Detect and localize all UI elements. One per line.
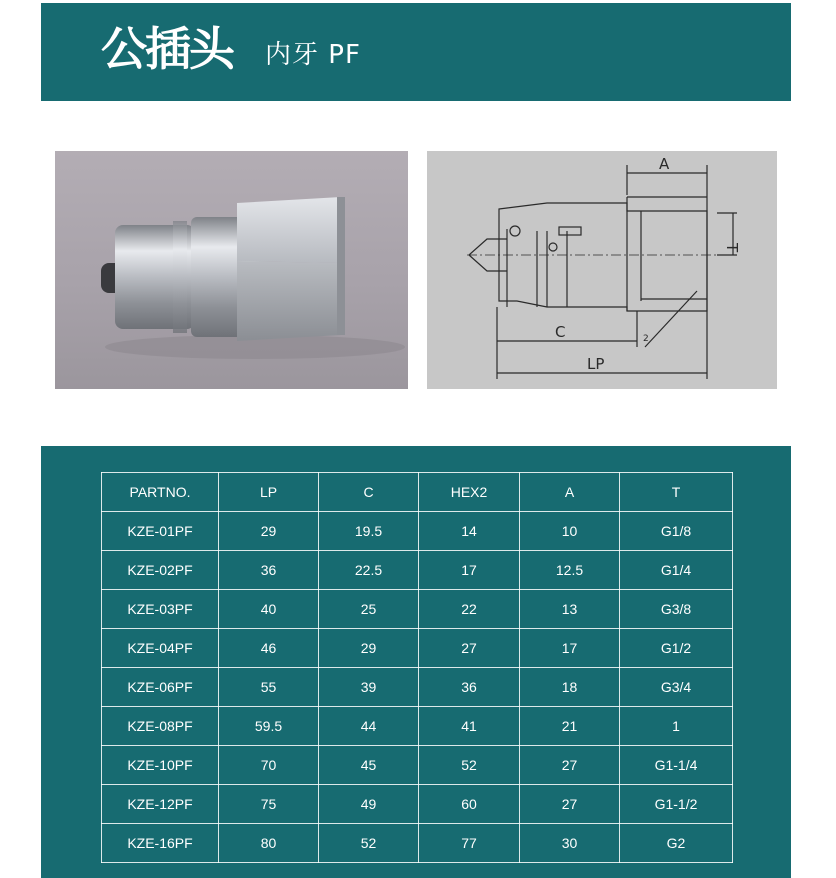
table-cell: G1-1/4	[620, 746, 733, 785]
column-header: A	[520, 473, 620, 512]
table-row	[102, 707, 733, 746]
table-cell: 44	[319, 707, 419, 746]
table-cell: KZE-16PF	[102, 824, 219, 863]
table-header-row	[102, 473, 733, 512]
table-row	[102, 785, 733, 824]
table-cell: 52	[319, 824, 419, 863]
table-cell: 80	[219, 824, 319, 863]
column-header: LP	[219, 473, 319, 512]
coupler-photo-illustration	[55, 151, 408, 389]
table-cell: KZE-08PF	[102, 707, 219, 746]
table-cell: 40	[219, 590, 319, 629]
table-row	[102, 746, 733, 785]
table-cell: 41	[419, 707, 520, 746]
table-cell: 52	[419, 746, 520, 785]
table-cell: G1/8	[620, 512, 733, 551]
table-cell: 18	[520, 668, 620, 707]
table-cell: KZE-10PF	[102, 746, 219, 785]
table-cell: G3/4	[620, 668, 733, 707]
table-cell: G1-1/2	[620, 785, 733, 824]
column-header: HEX2	[419, 473, 520, 512]
spec-panel	[41, 446, 791, 878]
table-cell: 17	[419, 551, 520, 590]
table-cell: KZE-12PF	[102, 785, 219, 824]
table-cell: 14	[419, 512, 520, 551]
column-header: T	[620, 473, 733, 512]
table-cell: KZE-06PF	[102, 668, 219, 707]
table-cell: 59.5	[219, 707, 319, 746]
table-cell: 70	[219, 746, 319, 785]
table-cell: G1/2	[620, 629, 733, 668]
table-cell: 46	[219, 629, 319, 668]
table-cell: 36	[219, 551, 319, 590]
table-cell: KZE-03PF	[102, 590, 219, 629]
table-cell: 10	[520, 512, 620, 551]
dimension-label-a: A	[659, 155, 670, 173]
table-row	[102, 668, 733, 707]
table-cell: 27	[520, 785, 620, 824]
table-cell: 55	[219, 668, 319, 707]
page-subtitle: 内牙 PF	[265, 40, 361, 70]
table-row	[102, 824, 733, 863]
table-cell: 19.5	[319, 512, 419, 551]
table-cell: 29	[219, 512, 319, 551]
table-row	[102, 629, 733, 668]
dimension-label-t: T	[723, 243, 741, 253]
table-cell: 21	[520, 707, 620, 746]
dimension-label-c: C	[555, 323, 566, 341]
table-cell: 60	[419, 785, 520, 824]
table-cell: 1	[620, 707, 733, 746]
table-cell: 27	[419, 629, 520, 668]
table-cell: 30	[520, 824, 620, 863]
table-row	[102, 590, 733, 629]
table-cell: KZE-04PF	[102, 629, 219, 668]
header-banner	[41, 3, 791, 101]
table-cell: G1/4	[620, 551, 733, 590]
dimension-label-2: 2	[643, 334, 649, 344]
technical-drawing	[427, 151, 777, 389]
table-cell: 25	[319, 590, 419, 629]
table-cell: 39	[319, 668, 419, 707]
table-cell: 17	[520, 629, 620, 668]
table-cell: KZE-02PF	[102, 551, 219, 590]
cross-section-diagram	[427, 151, 777, 389]
table-row	[102, 551, 733, 590]
column-header: C	[319, 473, 419, 512]
table-cell: 27	[520, 746, 620, 785]
table-cell: 29	[319, 629, 419, 668]
table-cell: 22	[419, 590, 520, 629]
table-cell: 12.5	[520, 551, 620, 590]
product-photo	[55, 151, 408, 389]
page-title: 公插头	[101, 22, 233, 76]
table-cell: 36	[419, 668, 520, 707]
table-cell: 45	[319, 746, 419, 785]
table-cell: 75	[219, 785, 319, 824]
dimension-label-lp: LP	[587, 355, 605, 373]
column-header: PARTNO.	[102, 473, 219, 512]
table-cell: 13	[520, 590, 620, 629]
table-cell: 77	[419, 824, 520, 863]
table-cell: G2	[620, 824, 733, 863]
table-row	[102, 512, 733, 551]
table-cell: 49	[319, 785, 419, 824]
table-cell: KZE-01PF	[102, 512, 219, 551]
table-cell: 22.5	[319, 551, 419, 590]
table-cell: G3/8	[620, 590, 733, 629]
spec-table	[101, 472, 733, 863]
